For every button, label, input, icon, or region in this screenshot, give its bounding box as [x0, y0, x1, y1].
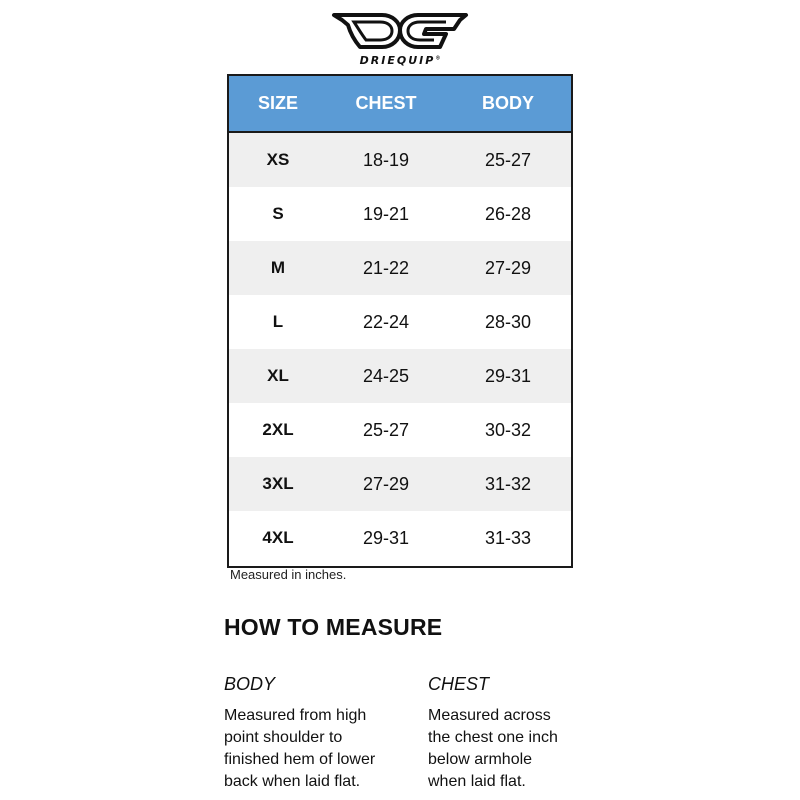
body-cell: 31-32 — [484, 473, 532, 494]
chest-cell: 29-31 — [362, 527, 410, 548]
body-cell: 29-31 — [484, 365, 532, 386]
body-cell: 27-29 — [484, 257, 532, 278]
header-body: BODY — [481, 93, 534, 113]
body-cell: 31-33 — [484, 527, 532, 548]
chest-cell: 24-25 — [362, 365, 410, 386]
how-to-measure-title: HOW TO MEASURE — [224, 614, 443, 640]
instruction-line: point shoulder to — [224, 729, 343, 746]
table-row — [229, 511, 571, 565]
chest-measure-section — [428, 674, 588, 793]
body-cell: 26-28 — [484, 203, 532, 224]
instruction-line: finished hem of lower — [224, 751, 376, 768]
instruction-line: when laid flat. — [428, 773, 526, 790]
chest-cell: 19-21 — [362, 203, 410, 224]
header-chest: CHEST — [355, 93, 417, 113]
instruction-line: back when laid flat. — [224, 773, 361, 790]
size-cell: 2XL — [262, 420, 294, 439]
chest-cell: 18-19 — [362, 149, 410, 170]
body-instructions — [224, 705, 404, 793]
body-cell: 28-30 — [484, 311, 532, 332]
brand-logo — [330, 10, 470, 70]
header-size: SIZE — [257, 93, 298, 113]
table-row — [229, 133, 571, 187]
chest-cell: 21-22 — [362, 257, 410, 278]
instruction-line: the chest one inch — [428, 729, 558, 746]
size-cell: M — [270, 258, 286, 277]
body-measure-section — [224, 674, 404, 793]
table-row — [229, 403, 571, 457]
size-cell: L — [272, 312, 284, 331]
body-cell: 25-27 — [484, 149, 532, 170]
chest-cell: 27-29 — [362, 473, 410, 494]
body-cell: 30-32 — [484, 419, 532, 440]
body-heading: BODY — [224, 674, 276, 694]
chest-cell: 25-27 — [362, 419, 410, 440]
table-row — [229, 457, 571, 511]
size-chart-table — [227, 74, 573, 568]
size-cell: 3XL — [262, 474, 294, 493]
instruction-line: Measured from high — [224, 707, 367, 724]
chest-instructions — [428, 705, 588, 793]
size-cell: XL — [267, 366, 289, 385]
size-cell: XS — [266, 150, 290, 169]
wing-logo-icon — [330, 10, 470, 54]
size-cell: S — [272, 204, 284, 223]
brand-name: DRIEQUIP® — [359, 54, 441, 67]
table-row — [229, 187, 571, 241]
chest-cell: 22-24 — [362, 311, 410, 332]
instruction-line: Measured across — [428, 707, 551, 724]
table-row — [229, 295, 571, 349]
instruction-line: below armhole — [428, 751, 533, 768]
table-row — [229, 241, 571, 295]
table-header — [229, 76, 571, 133]
table-row — [229, 349, 571, 403]
chest-heading: CHEST — [428, 674, 490, 694]
measurement-unit-note: Measured in inches. — [230, 567, 347, 582]
size-cell: 4XL — [262, 528, 294, 547]
